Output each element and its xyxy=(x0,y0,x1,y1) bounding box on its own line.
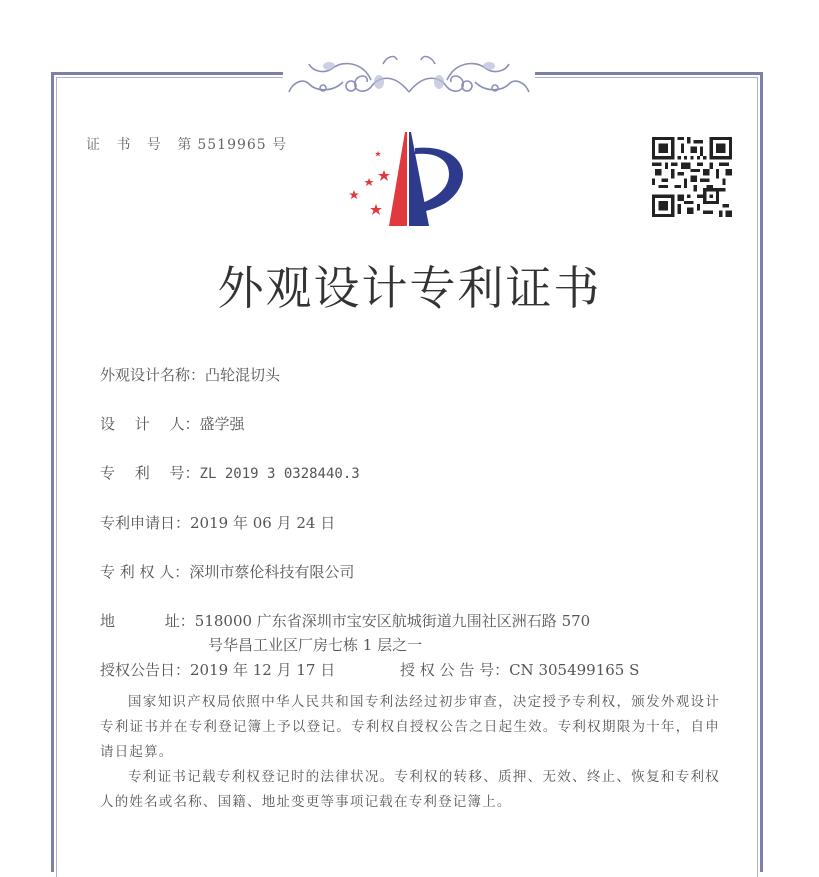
certificate-number-suffix: 号 xyxy=(272,137,288,153)
ornament-icon xyxy=(283,52,535,98)
designer-field xyxy=(100,413,245,434)
patentee-label: 专 利 权 人： xyxy=(100,563,190,581)
certificate-number xyxy=(86,134,287,154)
filing-date-field xyxy=(100,512,335,533)
announcement-number-field xyxy=(400,659,639,680)
announcement-date-label: 授权公告日： xyxy=(100,661,191,679)
address-label: 地 址： xyxy=(100,612,195,630)
document-title: 外观设计专利证书 xyxy=(217,261,602,315)
patentee-value: 深圳市蔡伦科技有限公司 xyxy=(189,563,355,581)
announcement-number-label: 授 权 公 告 号： xyxy=(400,661,510,679)
patentee-field xyxy=(100,561,354,582)
design-name-field xyxy=(100,364,280,385)
certificate-number-value: 5519965 xyxy=(197,137,267,153)
address-field xyxy=(100,610,590,631)
patent-number-label: 专 利 号： xyxy=(100,464,200,482)
qr-code-icon xyxy=(652,136,732,218)
filing-date-label: 专利申请日： xyxy=(100,514,191,532)
patent-number-value: ZL 2019 3 0328440.3 xyxy=(199,466,360,482)
designer-value: 盛学强 xyxy=(199,415,245,433)
address-line2: 号华昌工业区厂房七栋 1 层之一 xyxy=(208,636,423,654)
announcement-number-value: CN 305499165 S xyxy=(509,661,640,679)
cnipa-logo-icon xyxy=(345,130,475,230)
announcement-date-field xyxy=(100,659,335,680)
legal-status-paragraph: 专利证书记载专利权登记时的法律状况。专利权的转移、质押、无效、终止、恢复和专利权人的姓名或名称、国籍、地址变更等事项记载在专利登记簿上。 xyxy=(100,769,720,810)
design-name-label: 外观设计名称： xyxy=(100,366,206,384)
design-name-value: 凸轮混切头 xyxy=(205,366,281,384)
patent-number-field xyxy=(100,462,360,483)
certificate-number-label: 证 书 号 第 xyxy=(86,137,198,153)
address-line1: 518000 广东省深圳市宝安区航城街道九围社区洲石路 570 xyxy=(194,612,591,630)
announcement-date-value: 2019 年 12 月 17 日 xyxy=(190,661,336,679)
grant-statement-paragraph: 国家知识产权局依照中华人民共和国专利法经过初步审查，决定授予专利权，颁发外观设计专利证书并在专利登记簿上予以登记。专利权自授权公告之日起生效。专利权期限为十年，自申请日起算。 xyxy=(100,694,720,760)
designer-label: 设 计 人： xyxy=(100,415,200,433)
filing-date-value: 2019 年 06 月 24 日 xyxy=(190,514,336,532)
